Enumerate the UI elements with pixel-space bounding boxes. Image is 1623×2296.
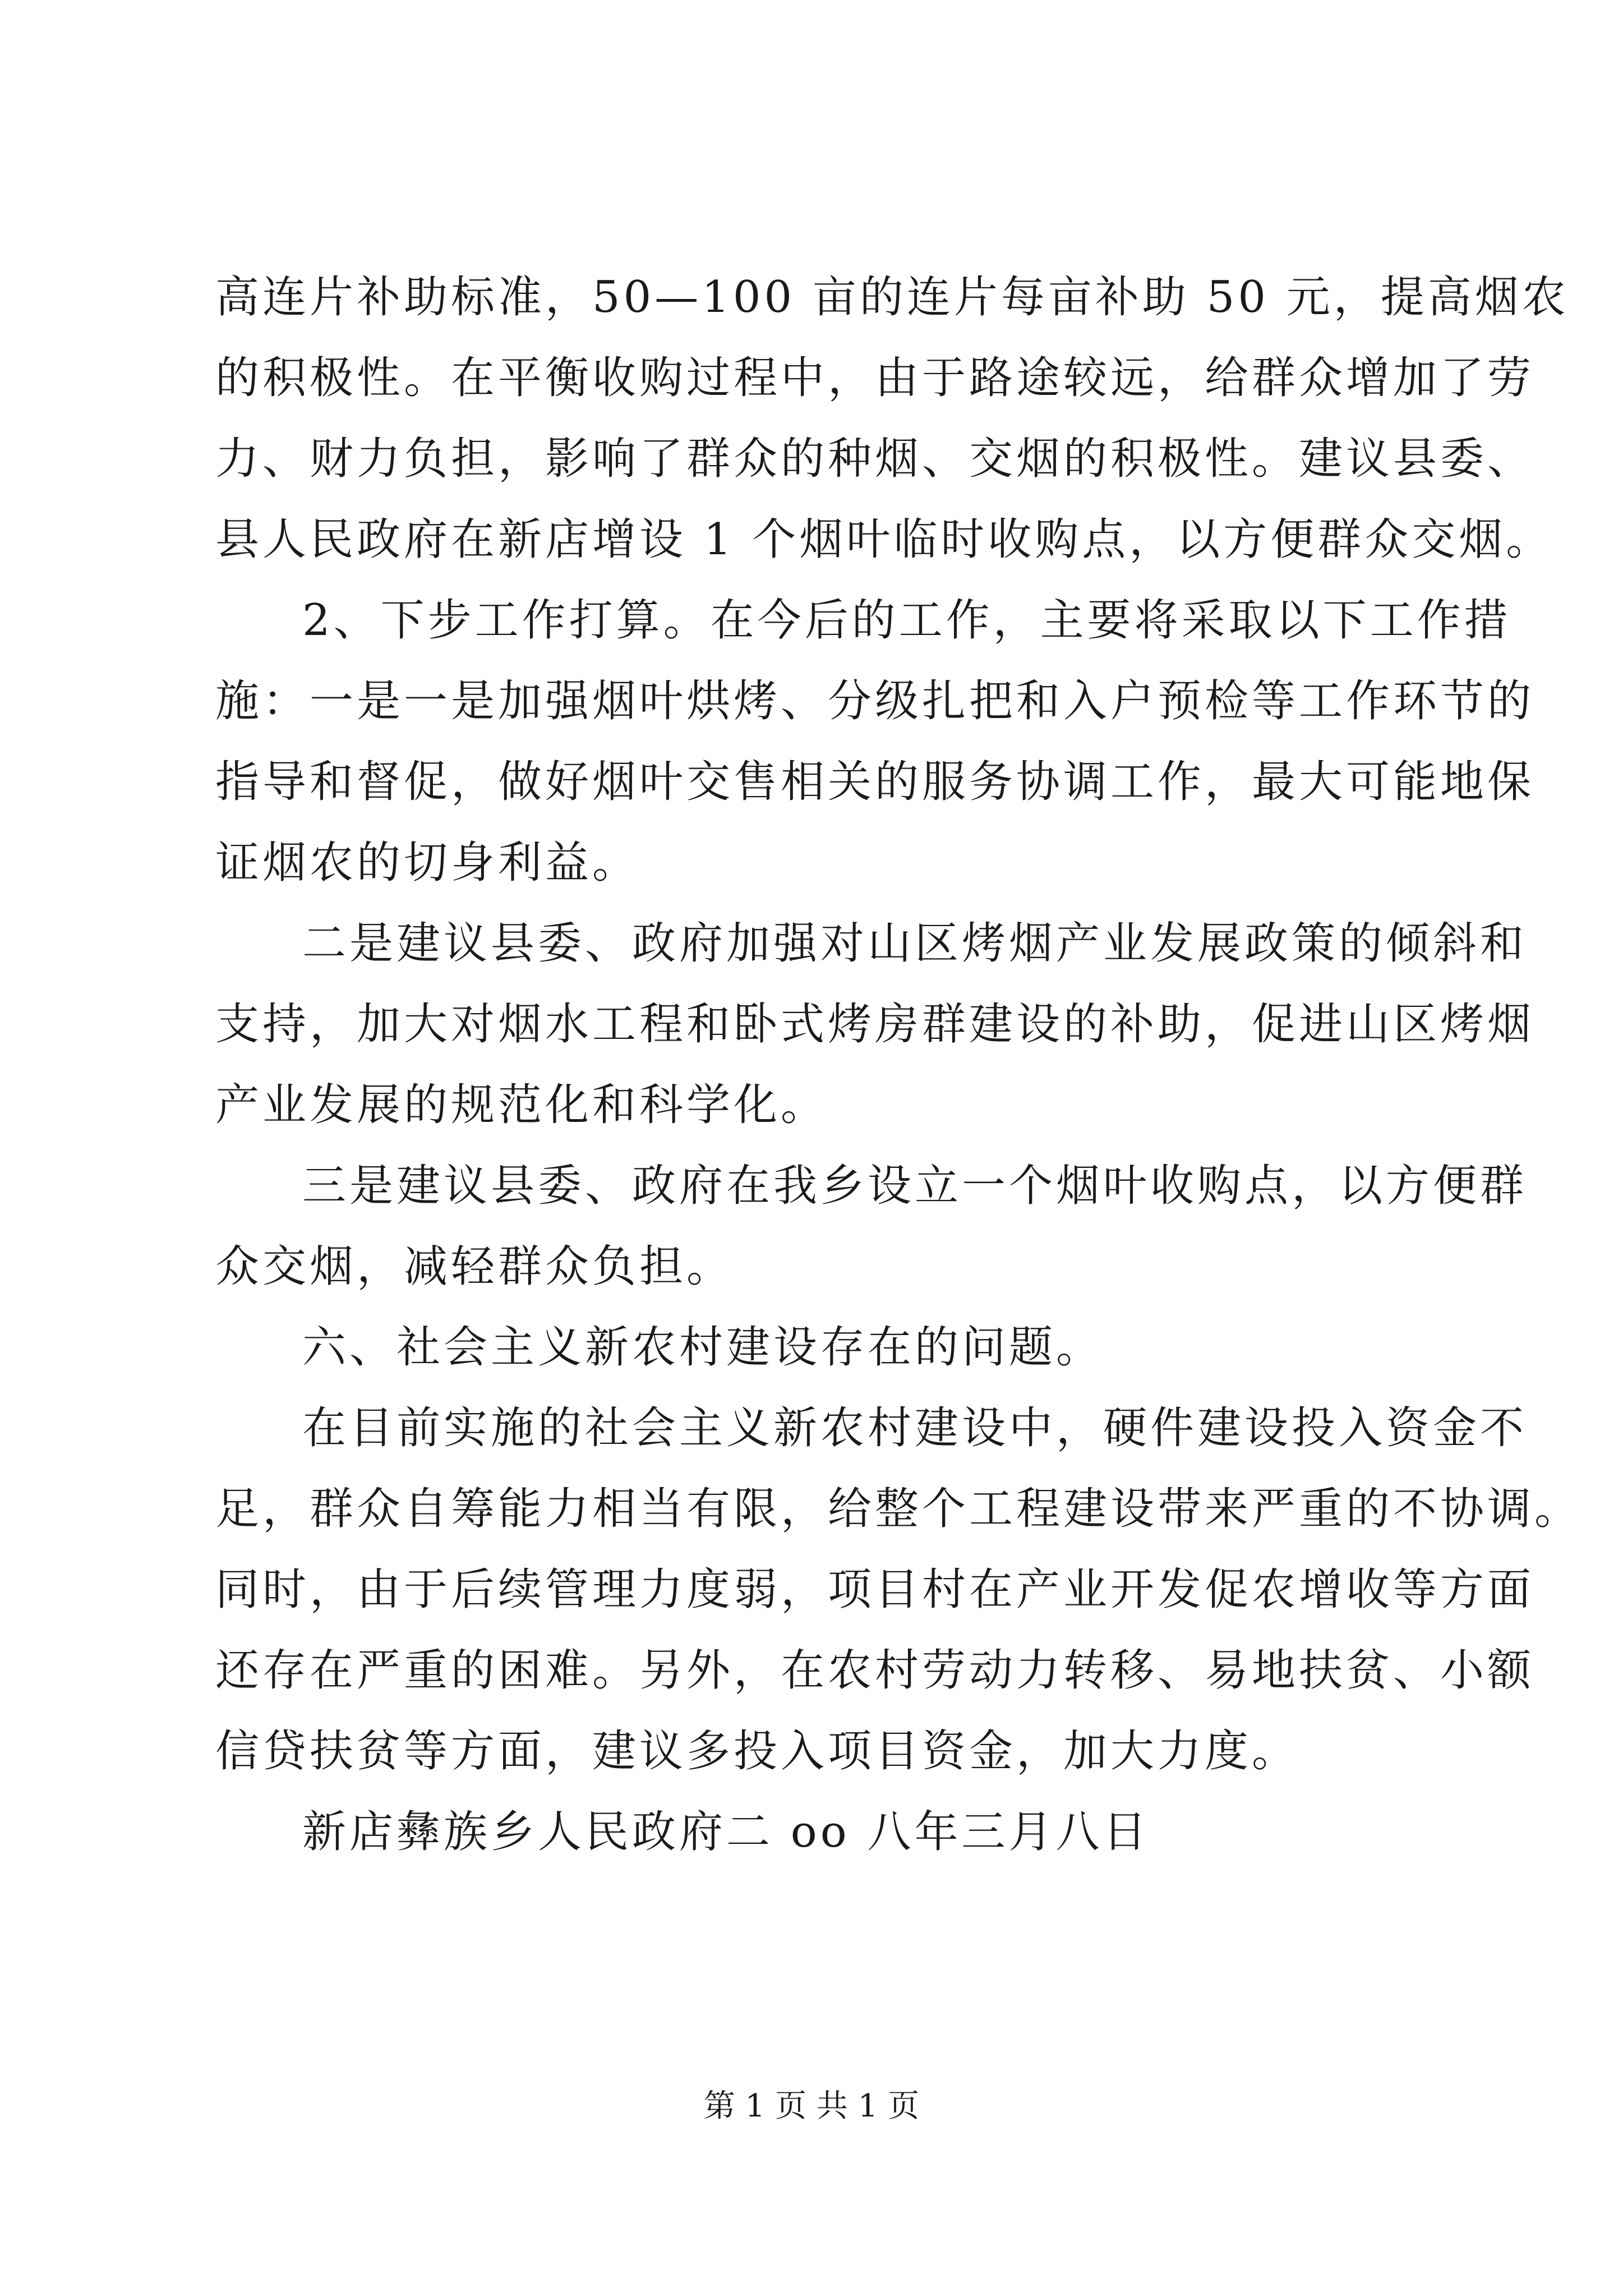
section-heading: 六、社会主义新农村建设存在的问题。 [302, 1322, 1104, 1373]
text-line: 指导和督促，做好烟叶交售相关的服务协调工作，最大可能地保 [215, 757, 1535, 807]
text-line: 还存在严重的困难。另外，在农村劳动力转移、易地扶贫、小额 [215, 1645, 1535, 1696]
text-line: 力、财力负担，影响了群众的种烟、交烟的积极性。建议县委、 [215, 434, 1535, 484]
text-line: 同时，由于后续管理力度弱，项目村在产业开发促农增收等方面 [215, 1565, 1535, 1615]
text-line: 足，群众自筹能力相当有限，给整个工程建设带来严重的不协调。 [215, 1484, 1582, 1534]
signature-date-line: 新店彝族乡人民政府二 oo 八年三月八日 [302, 1807, 1150, 1857]
text-line: 产业发展的规范化和科学化。 [215, 1080, 828, 1130]
text-line: 的积极性。在平衡收购过程中，由于路途较远，给群众增加了劳 [215, 353, 1535, 403]
text-line: 施：一是一是加强烟叶烘烤、分级扎把和入户预检等工作环节的 [215, 676, 1535, 726]
text-line: 众交烟，减轻群众负担。 [215, 1241, 734, 1292]
text-line: 县人民政府在新店增设 1 个烟叶临时收购点，以方便群众交烟。 [215, 514, 1553, 565]
text-line: 支持，加大对烟水工程和卧式烤房群建设的补助，促进山区烤烟 [215, 999, 1535, 1050]
text-line: 信贷扶贫等方面，建议多投入项目资金，加大力度。 [215, 1726, 1299, 1777]
paragraph-start-line: 二是建议县委、政府加强对山区烤烟产业发展政策的倾斜和 [302, 918, 1528, 969]
text-line: 高连片补助标准，50—100 亩的连片每亩补助 50 元，提高烟农 [215, 272, 1569, 323]
paragraph-start-line: 2、下步工作打算。在今后的工作，主要将采取以下工作措 [302, 595, 1511, 646]
page-number-footer: 第 1 页 共 1 页 [703, 2088, 920, 2124]
text-line: 证烟农的切身利益。 [215, 838, 640, 888]
paragraph-start-line: 三是建议县委、政府在我乡设立一个烟叶收购点，以方便群 [302, 1161, 1528, 1211]
paragraph-start-line: 在目前实施的社会主义新农村建设中，硬件建设投入资金不 [302, 1403, 1528, 1453]
